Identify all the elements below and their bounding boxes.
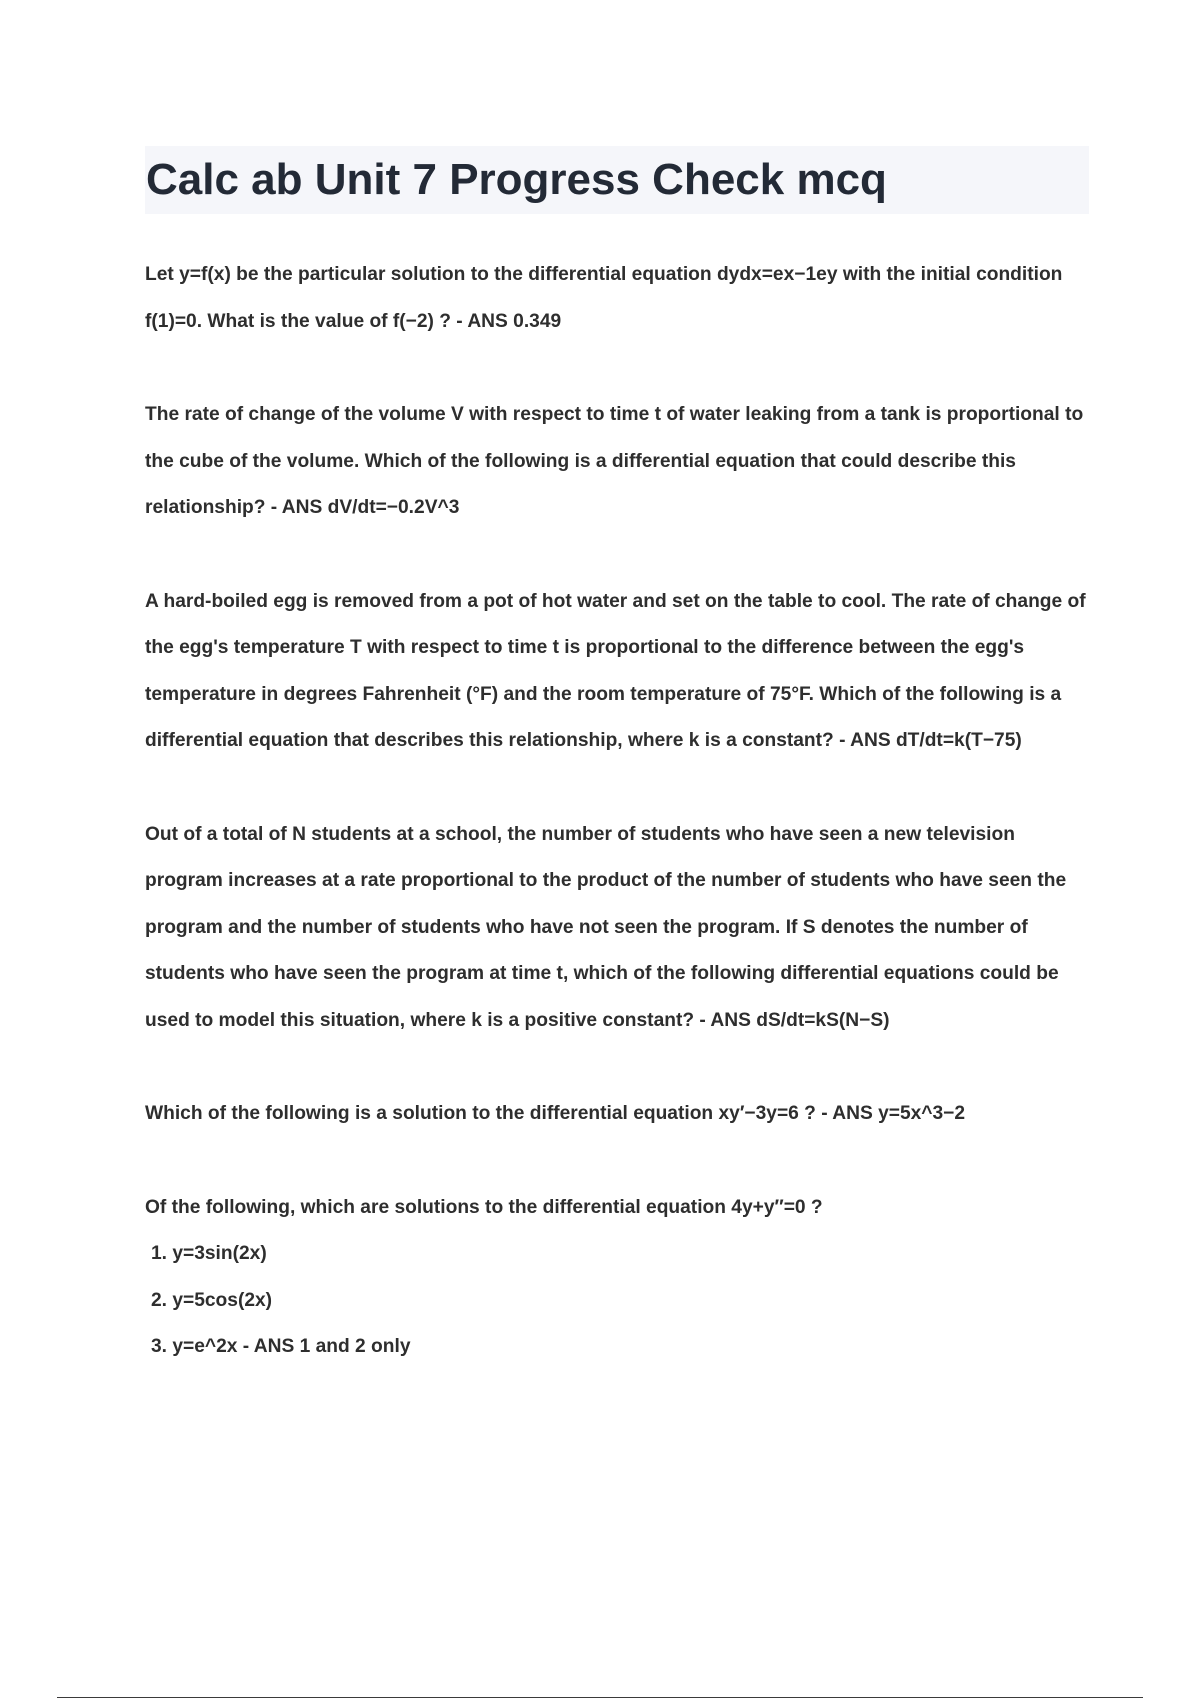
question-text: Of the following, which are solutions to the differential equation 4y+y″=0 ? xyxy=(145,1196,823,1218)
question-text: A hard-boiled egg is removed from a pot of hot water and set on the table to cool. The rate of change of the egg's temperature T with respect to time t is proportional to the difference between the egg's temperature in degrees Fahrenheit (°F) and the room temperature of 75°F. Which of the following is a differential equation that describes this relationship, where k is a constant? - ANS dT/dt=k(T−75) xyxy=(145,590,1086,751)
answer-options xyxy=(145,1231,1095,1371)
option-item: 2. y=5cos(2x) xyxy=(151,1289,273,1311)
question-text: Out of a total of N students at a school, the number of students who have seen a new television program increases at a rate proportional to the product of the number of students who have seen the program and the number of students who have not seen the program. If S denotes the number of students who have seen the program at time t, which of the following differential equations could be used to model this situation, where k is a positive constant? - ANS dS/dt=kS(N−S) xyxy=(145,823,1067,1031)
question-text: The rate of change of the volume V with respect to time t of water leaking from a tank is proportional to the cube of the volume. Which of the following is a differential equation that could describe this relationship? - ANS dV/dt=−0.2V^3 xyxy=(145,404,1084,518)
option-item: 3. y=e^2x - ANS 1 and 2 only xyxy=(151,1336,411,1357)
question-block-4 xyxy=(145,812,1095,1045)
question-block-1 xyxy=(145,252,1095,345)
question-block-3 xyxy=(145,579,1095,765)
page-footer-divider xyxy=(57,1697,1143,1698)
question-text: Let y=f(x) be the particular solution to the differential equation dydx=ex−1ey with the initial condition f(1)=0. What is the value of f(−2) ? - ANS 0.349 xyxy=(145,264,1063,332)
document-title: Calc ab Unit 7 Progress Check mcq xyxy=(146,155,887,204)
option-item: 1. y=3sin(2x) xyxy=(151,1243,267,1264)
title-banner xyxy=(145,146,1089,214)
question-text: Which of the following is a solution to the differential equation xy′−3y=6 ? - ANS y=5x^3−2 xyxy=(145,1103,966,1124)
question-block-5 xyxy=(145,1091,1095,1138)
question-block-6 xyxy=(145,1185,1095,1371)
question-list xyxy=(145,252,1095,1371)
question-block-2 xyxy=(145,392,1095,532)
